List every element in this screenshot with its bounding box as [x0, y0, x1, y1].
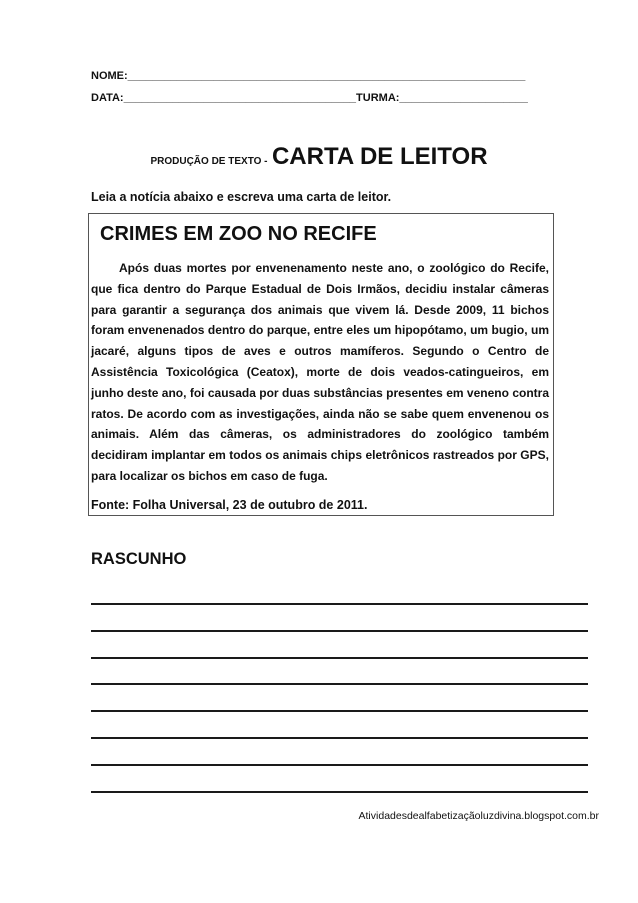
draft-line [91, 630, 588, 632]
footer-url: Atividadesdealfabetizaçãoluzdivina.blogspot.com.br [358, 810, 599, 822]
news-title: CRIMES EM ZOO NO RECIFE [100, 223, 377, 245]
news-source: Fonte: Folha Universal, 23 de outubro de 2011. [91, 498, 368, 512]
draft-line [91, 764, 588, 766]
title-prefix: PRODUÇÃO DE TEXTO - [150, 156, 268, 167]
draft-line [91, 737, 588, 739]
draft-line [91, 791, 588, 793]
news-body-text: Após duas mortes por envenenamento neste ano, o zoológico do Recife, que fica dentro do Parque Estadual de Dois Irmãos, decidiu instalar câmeras para garantir a segurança dos animais que vivem lá. Desde 2009, 11 bichos foram envenenados dentro do parque, entre eles um hipopótamo, um bugio, um jacaré, alguns tipos de aves e outros mamíferos. Segundo o Centro de Assistência Toxicológica (Ceatox), morte de dois veados-catingueiros, em junho deste ano, foi causada por duas substâncias presentes em veneno contra ratos. De acordo com as investigações, ainda não se sabe quem envenenou os animais. Além das câmeras, os administradores do zoológico também decidiram implantar em todos os animais chips eletrônicos rastreados por GPS, para localizar os bichos em caso de fuga. [91, 261, 549, 483]
name-field-line: NOME:_________________________________________________________________ [91, 70, 526, 82]
draft-label: RASCUNHO [91, 550, 187, 568]
page-title [0, 143, 638, 171]
instruction-text: Leia a notícia abaixo e escreva uma carta de leitor. [91, 190, 392, 204]
date-class-field-line: DATA:______________________________________TURMA:_____________________ [91, 92, 528, 104]
news-body [91, 258, 549, 487]
draft-line [91, 683, 588, 685]
title-main: CARTA DE LEITOR [271, 143, 488, 170]
draft-line [91, 710, 588, 712]
draft-line [91, 603, 588, 605]
draft-line [91, 657, 588, 659]
